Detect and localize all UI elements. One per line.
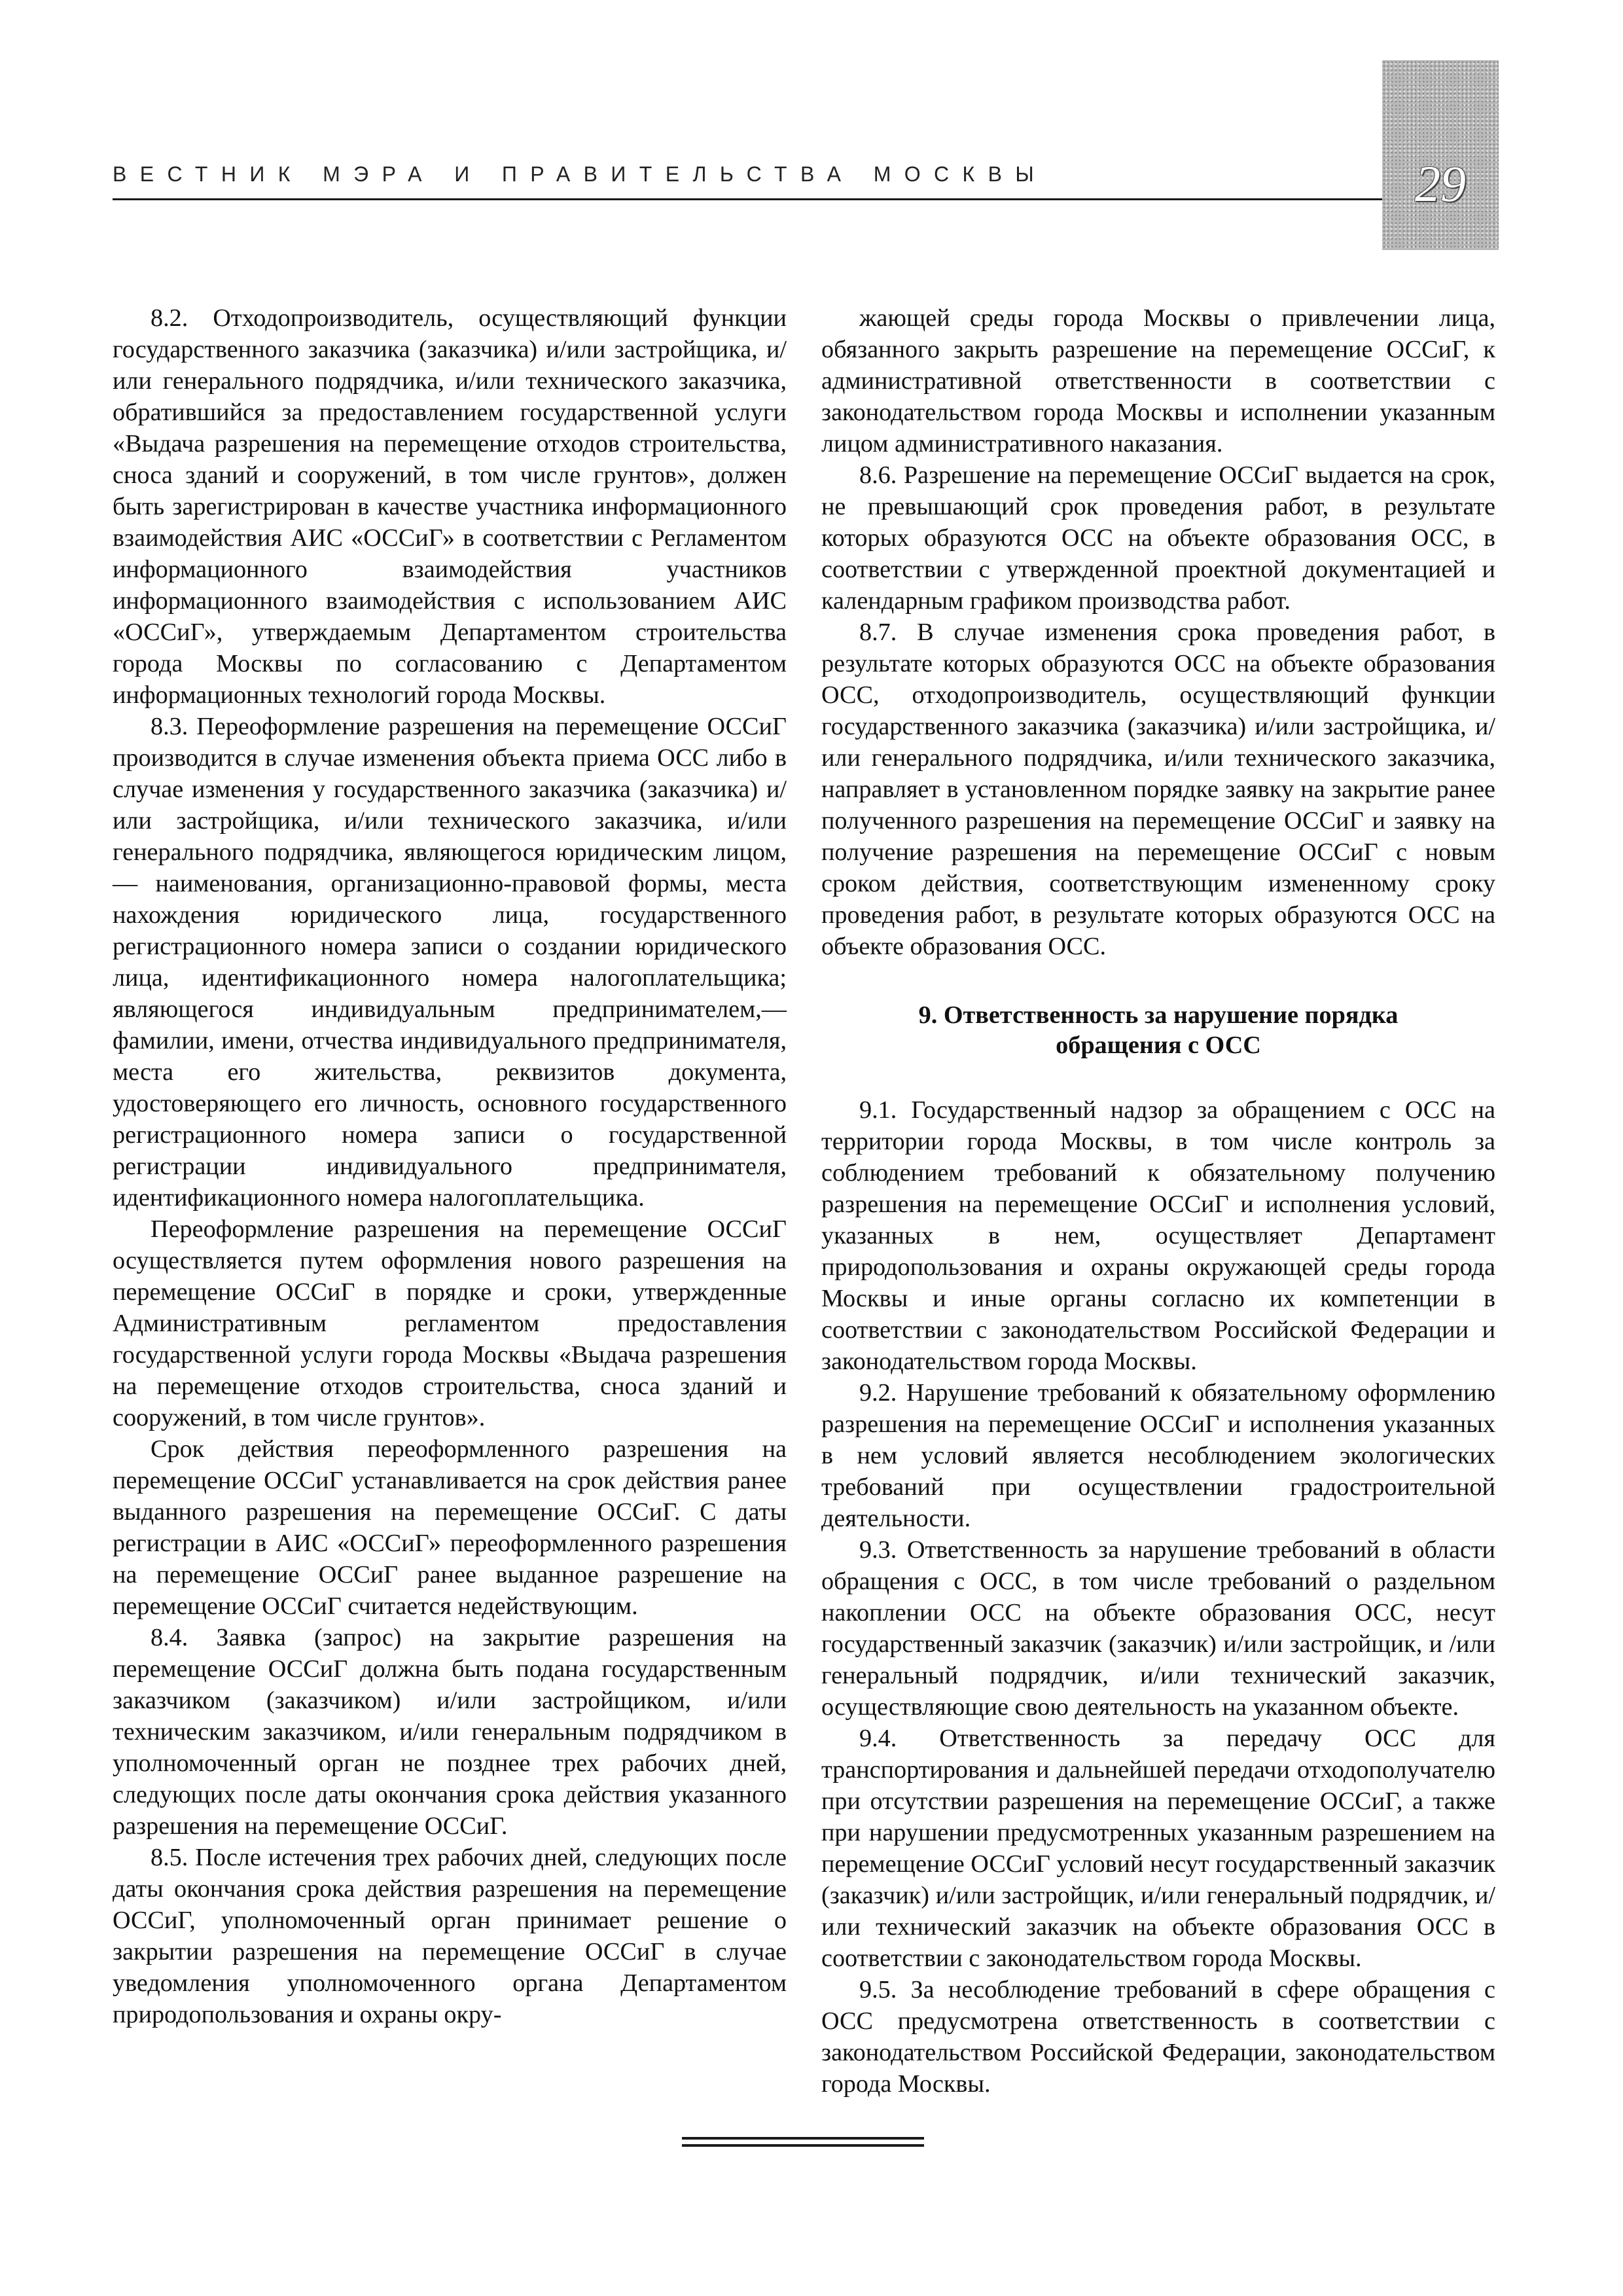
- section-heading-line-2: обращения с ОСС: [1056, 1031, 1261, 1059]
- paragraph-validity: Срок действия переоформленного разрешения на перемещение ОССиГ устанавливается на срок действия ранее выданного разрешения на перемещение ОССиГ. С даты регистрации в АИС «ОССиГ» переоформленного разрешения на перемещение ОССиГ ранее выданное разрешение на перемещение ОССиГ считается недействующим.: [113, 1435, 787, 1620]
- journal-title: ВЕСТНИК МЭРА И ПРАВИТЕЛЬСТВА МОСКВЫ: [113, 162, 1048, 186]
- paragraph-reissue: Переоформление разрешения на перемещение ОССиГ осуществляется путем оформления нового разрешения на перемещение ОССиГ в порядке и сроки, утвержденные Административным регламентом предоставления государственной услуги города Москвы «Выдача разрешения на перемещение отходов строительства, сноса зданий и сооружений, в том числе грунтов».: [113, 1215, 787, 1431]
- page-number-box: [1382, 60, 1499, 250]
- footer-rule-bottom: [682, 2144, 924, 2147]
- paragraph-8-4: 8.4. Заявка (запрос) на закрытие разрешения на перемещение ОССиГ должна быть подана государственным заказчиком (заказчиком) и/или застройщиком, и/или техническим заказчиком, и/или генеральным подрядчиком в уполномоченный орган не позднее трех рабочих дней, следующих после даты окончания срока действия указанного разрешения на перемещение ОССиГ.: [113, 1624, 787, 1840]
- footer-rule-top: [682, 2137, 924, 2140]
- paragraph-8-2: 8.2. Отходопроизводитель, осуществляющий функции государственного заказчика (заказчика) и/или застройщика, и/или генерального подрядчика, и/или технического заказчика, обратившийся за предоставлением государственной услуги «Выдача разрешения на перемещение отходов строительства, сноса зданий и сооружений, в том числе грунтов», должен быть зарегистрирован в качестве участника информационного взаимодействия АИС «ОССиГ» в соответствии с Регламентом информационного взаимодействия участников информационного взаимодействия с использованием АИС «ОССиГ», утверждаемым Департаментом строительства города Москвы по согласованию с Департаментом информационных технологий города Москвы.: [113, 304, 787, 709]
- left-column: [113, 302, 787, 2030]
- page-number: 29: [1415, 155, 1466, 212]
- section-9-heading: [841, 1000, 1476, 1060]
- paragraph-9-5: 9.5. За несоблюдение требований в сфере обращения с ОСС предусмотрена ответственность в соответствии с законодательством Российской Федерации, законодательством города Москвы.: [821, 1976, 1495, 2098]
- paragraph-8-7: 8.7. В случае изменения срока проведения работ, в результате которых образуются ОСС на объекте образования ОСС, отходопроизводитель, осуществляющий функции государственного заказчика (заказчика) и/или застройщика, и/или генерального подрядчика, и/или технического заказчика, направляет в установленном порядке заявку на закрытие ранее полученного разрешения на перемещение ОССиГ и заявку на получение разрешения на перемещение ОССиГ с новым сроком действия, соответствующим измененному сроку проведения работ, в результате которых образуются ОСС на объекте образования ОСС.: [821, 619, 1495, 960]
- paragraph-9-4: 9.4. Ответственность за передачу ОСС для транспортирования и дальнейшей передачи отходополучателю при отсутствии разрешения на перемещение ОССиГ, а также при нарушении предусмотренных указанным разрешением на перемещение ОССиГ условий несут государственный заказчик (заказчик) и/или застройщик, и/или генеральный подрядчик, и/или технический заказчик на объекте образования ОСС в соответствии с законодательством города Москвы.: [821, 1725, 1495, 1972]
- paragraph-8-5: 8.5. После истечения трех рабочих дней, следующих после даты окончания срока действия разрешения на перемещение ОССиГ, уполномоченный орган принимает решение о закрытии разрешения на перемещение ОССиГ в случае уведомления уполномоченного органа Департаментом природопользования и охраны окру-: [113, 1844, 787, 2028]
- paragraph-8-5-continued: жающей среды города Москвы о привлечении лица, обязанного закрыть разрешение на перемещение ОССиГ, к административной ответственности в соответствии с законодательством города Москвы и исполнении указанным лицом административного наказания.: [821, 304, 1495, 457]
- section-heading-line-1: 9. Ответственность за нарушение порядка: [918, 1001, 1399, 1029]
- paragraph-9-1: 9.1. Государственный надзор за обращением с ОСС на территории города Москвы, в том числе контроль за соблюдением требований к обязательному получению разрешения на перемещение ОССиГ и исполнения условий, указанных в нем, осуществляет Департамент природопользования и охраны окружающей среды города Москвы и иные органы согласно их компетенции в соответствии с законодательством Российской Федерации и законодательством города Москвы.: [821, 1096, 1495, 1375]
- header-rule: [113, 198, 1394, 200]
- paragraph-8-6: 8.6. Разрешение на перемещение ОССиГ выдается на срок, не превышающий срок проведения работ, в результате которых образуются ОСС на объекте образования ОСС, в соответствии с утвержденной проектной документацией и календарным графиком производства работ.: [821, 461, 1495, 615]
- paragraph-9-3: 9.3. Ответственность за нарушение требований в области обращения с ОСС, в том числе требований о раздельном накоплении ОСС на объекте образования ОСС, несут государственный заказчик (заказчик) и/или застройщик, и /или генеральный подрядчик, и/или технический заказчик, осуществляющие свою деятельность на указанном объекте.: [821, 1536, 1495, 1721]
- right-column: [821, 302, 1495, 2100]
- paragraph-9-2: 9.2. Нарушение требований к обязательному оформлению разрешения на перемещение ОССиГ и исполнения указанных в нем условий является несоблюдением экологических требований при осуществлении градостроительной деятельности.: [821, 1379, 1495, 1532]
- paragraph-8-3: 8.3. Переоформление разрешения на перемещение ОССиГ производится в случае изменения объекта приема ОСС либо в случае изменения у государственного заказчика (заказчика) и/или застройщика, и/или технического заказчика, и/или генерального подрядчика, являющегося юридическим лицом, — наименования, организационно-правовой формы, места нахождения юридического лица, государственного регистрационного номера записи о создании юридического лица, идентификационного номера налогоплательщика; являющегося индивидуальным предпринимателем,— фамилии, имени, отчества индивидуального предпринимателя, места его жительства, реквизитов документа, удостоверяющего его личность, основного государственного регистрационного номера записи о государственной регистрации индивидуального предпринимателя, идентификационного номера налогоплательщика.: [113, 713, 787, 1211]
